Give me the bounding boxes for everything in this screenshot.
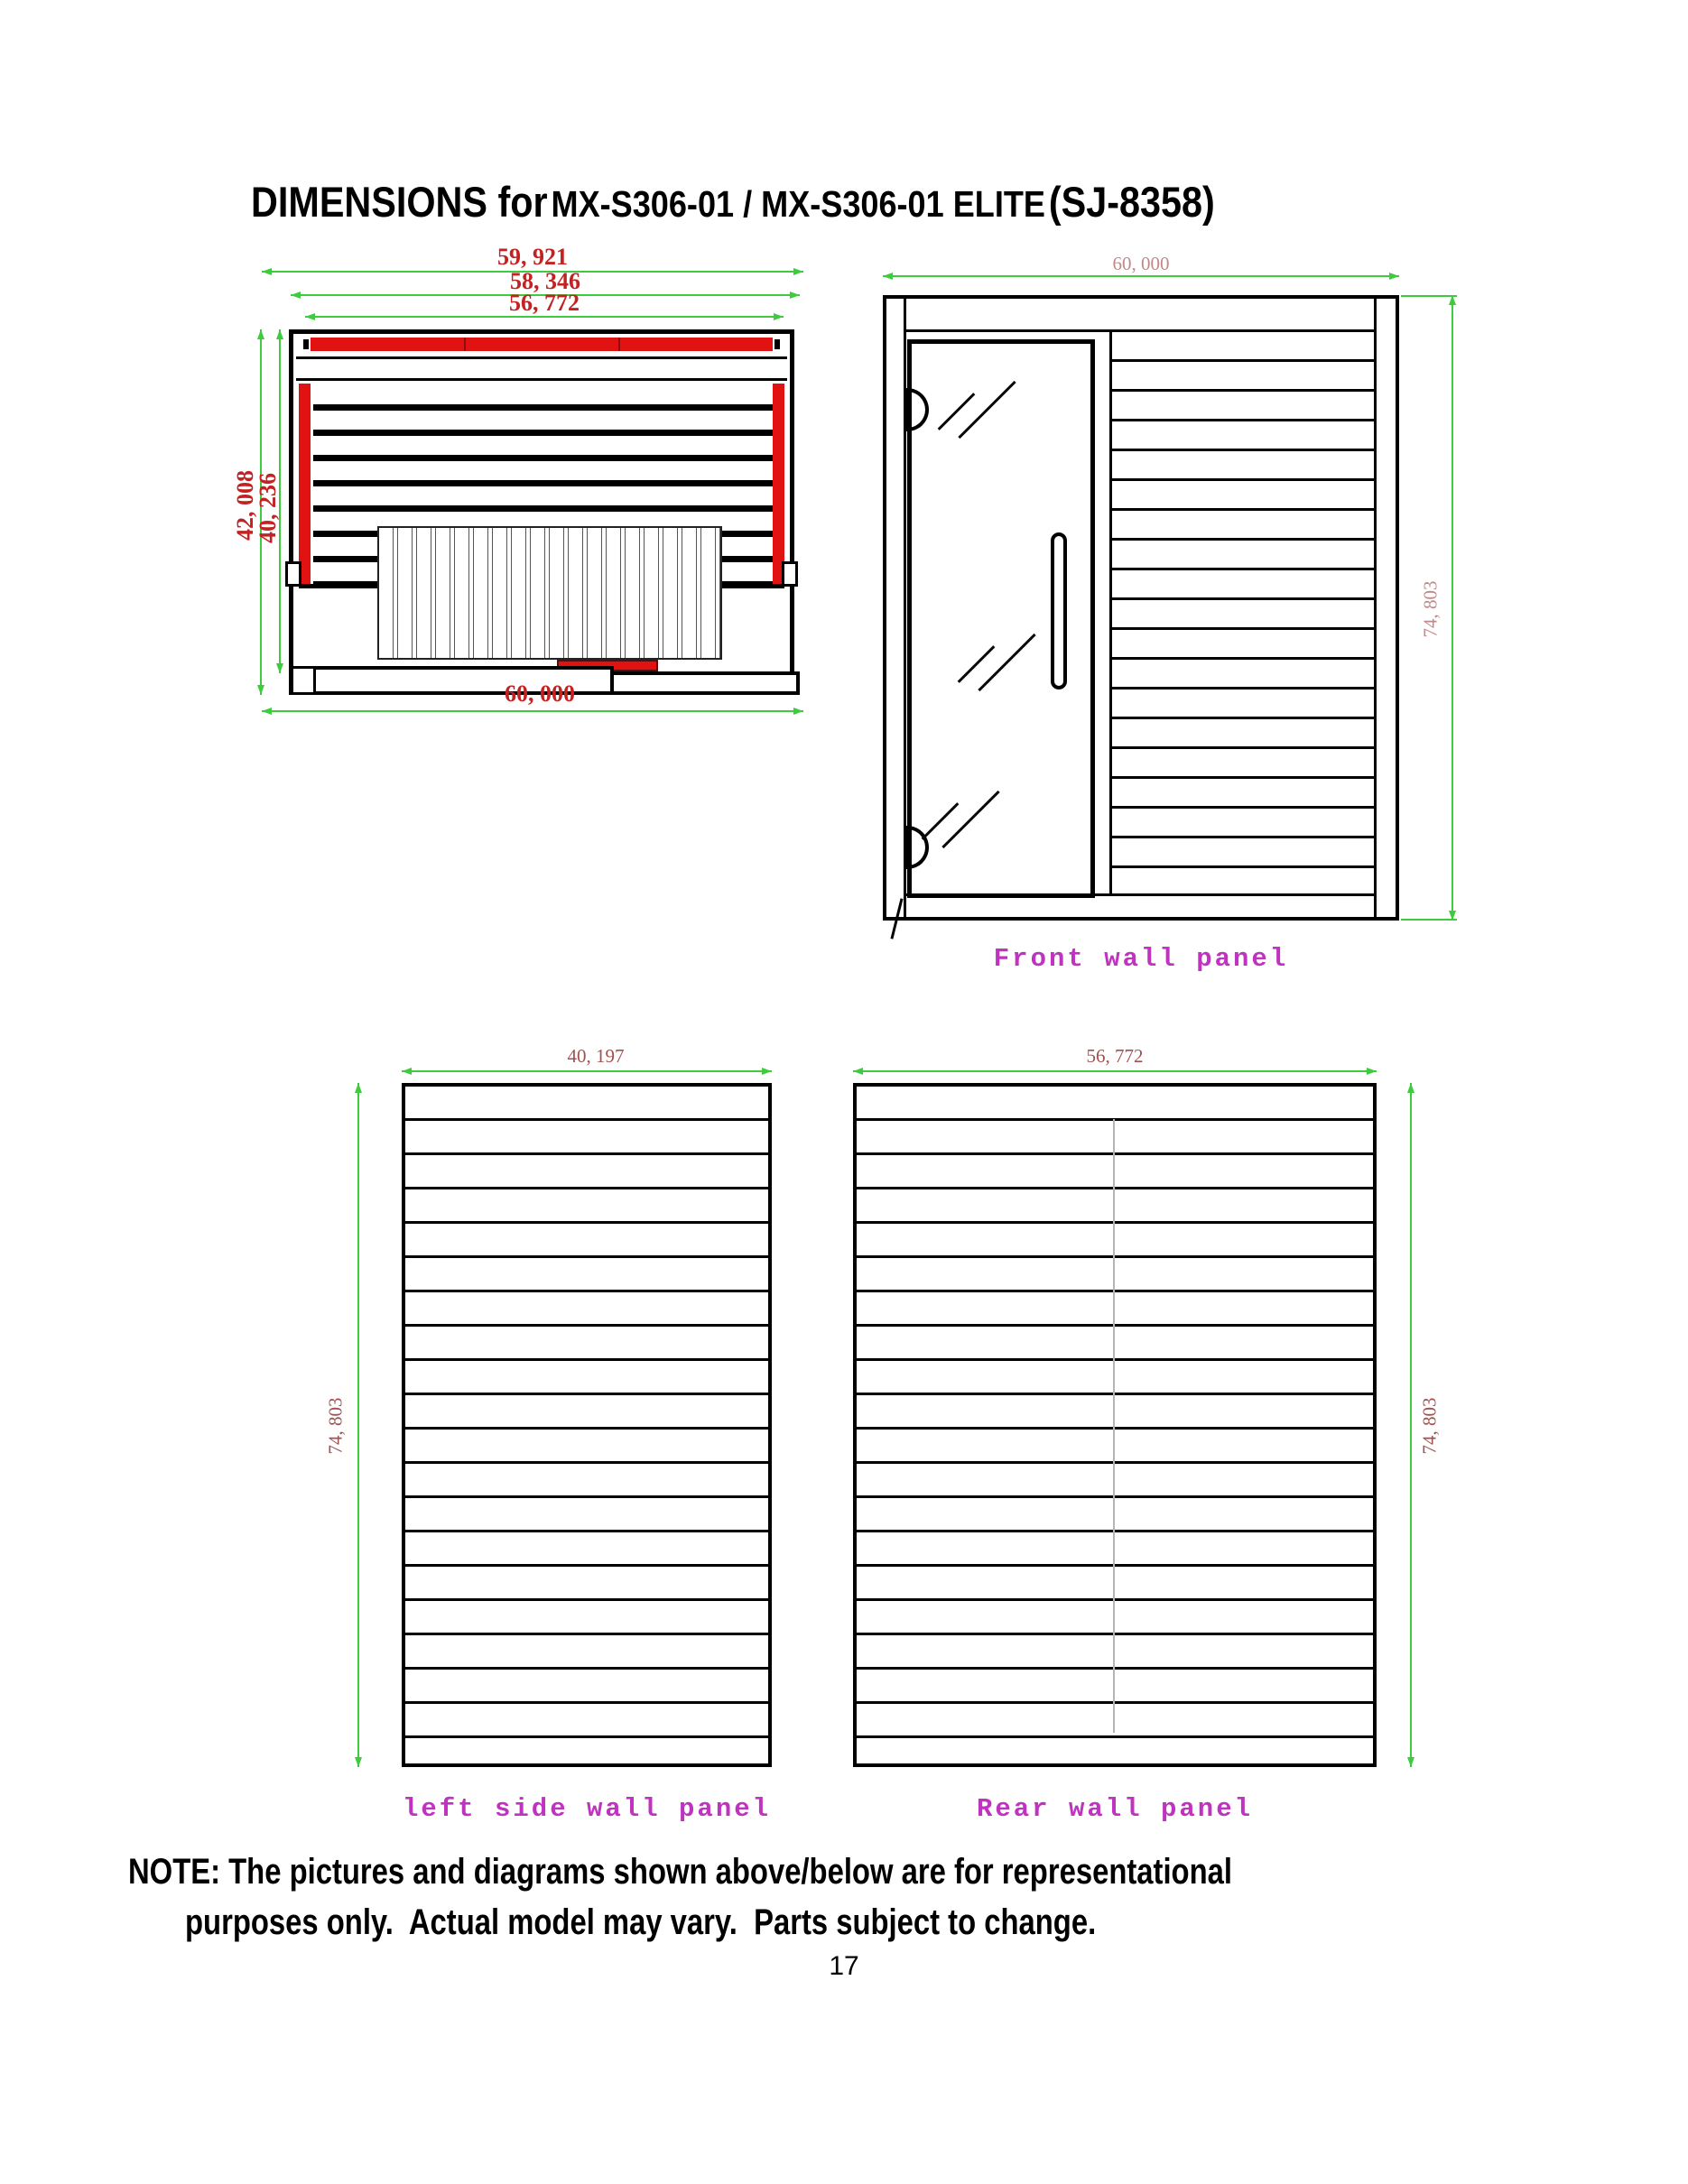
wall-notch-right bbox=[782, 561, 798, 587]
rear-panel-dim-line-top bbox=[853, 1070, 1377, 1072]
front-dim-right-label: 74, 803 bbox=[1419, 580, 1442, 638]
front-dim-line-top bbox=[883, 275, 1399, 277]
wall-line bbox=[296, 356, 787, 359]
glass-reflection-mark bbox=[964, 621, 1040, 708]
dim-top-outer-label: 59, 921 bbox=[497, 244, 568, 270]
heater-end-notch-right bbox=[774, 339, 780, 349]
front-planks bbox=[1109, 332, 1374, 893]
top-heater-bar bbox=[311, 338, 773, 351]
left-heater-bar bbox=[299, 384, 311, 588]
glass-reflection-mark bbox=[928, 778, 1004, 865]
dim-top-inner-label: 56, 772 bbox=[509, 290, 580, 316]
wall-line bbox=[296, 378, 787, 381]
left-panel-dim-top-label: 40, 197 bbox=[567, 1045, 625, 1067]
rear-panel-caption: Rear wall panel bbox=[976, 1794, 1254, 1824]
glass-reflection-mark bbox=[944, 368, 1020, 455]
sill-end-block bbox=[291, 666, 316, 695]
rear-panel-dim-top-label: 56, 772 bbox=[1086, 1045, 1144, 1067]
dim-left-outer-label: 42, 008 bbox=[232, 470, 258, 541]
door-sill-right bbox=[610, 671, 800, 695]
wall-notch-left bbox=[285, 561, 301, 587]
rear-panel-center-joint bbox=[1113, 1119, 1115, 1733]
left-panel-dim-line-left bbox=[357, 1083, 359, 1767]
heater-end-notch-left bbox=[303, 339, 309, 349]
floor-grate bbox=[377, 526, 722, 660]
dim-line-bottom bbox=[262, 710, 803, 712]
heater-segment-divider bbox=[464, 338, 466, 351]
left-panel-outline bbox=[402, 1083, 772, 1767]
front-panel-caption: Front wall panel bbox=[993, 944, 1289, 974]
front-dim-top-label: 60, 000 bbox=[1112, 253, 1170, 274]
heater-segment-divider bbox=[618, 338, 620, 351]
note-line-1: NOTE: The pictures and diagrams shown above/below are for representational bbox=[128, 1852, 1232, 1892]
front-right-stile bbox=[1374, 299, 1377, 917]
rear-panel-dim-line-right bbox=[1410, 1083, 1412, 1767]
dim-bottom-label: 60, 000 bbox=[505, 680, 575, 707]
front-dim-line-right bbox=[1451, 295, 1453, 921]
left-panel-dim-line-top bbox=[402, 1070, 772, 1072]
page-number: 17 bbox=[829, 1951, 859, 1981]
dim-left-inner-label: 40, 236 bbox=[255, 473, 281, 543]
title-dimensions: DIMENSIONS for bbox=[251, 178, 548, 226]
rear-panel-dim-right-label: 74, 803 bbox=[1418, 1397, 1441, 1455]
door-handle bbox=[1051, 532, 1067, 689]
title-model: MX-S306-01 / MX-S306-01 ELITE bbox=[551, 183, 1045, 225]
page-title bbox=[251, 177, 1215, 227]
left-panel-caption: left side wall panel bbox=[402, 1794, 772, 1824]
right-heater-bar bbox=[773, 384, 784, 588]
note-line-2: purposes only. Actual model may vary. Parts subject to change. bbox=[185, 1902, 1097, 1942]
title-sku: (SJ-8358) bbox=[1048, 178, 1215, 226]
rear-panel-outline bbox=[853, 1083, 1377, 1767]
dim-top-mid-label: 58, 346 bbox=[510, 268, 580, 294]
left-panel-dim-left-label: 74, 803 bbox=[324, 1397, 347, 1455]
